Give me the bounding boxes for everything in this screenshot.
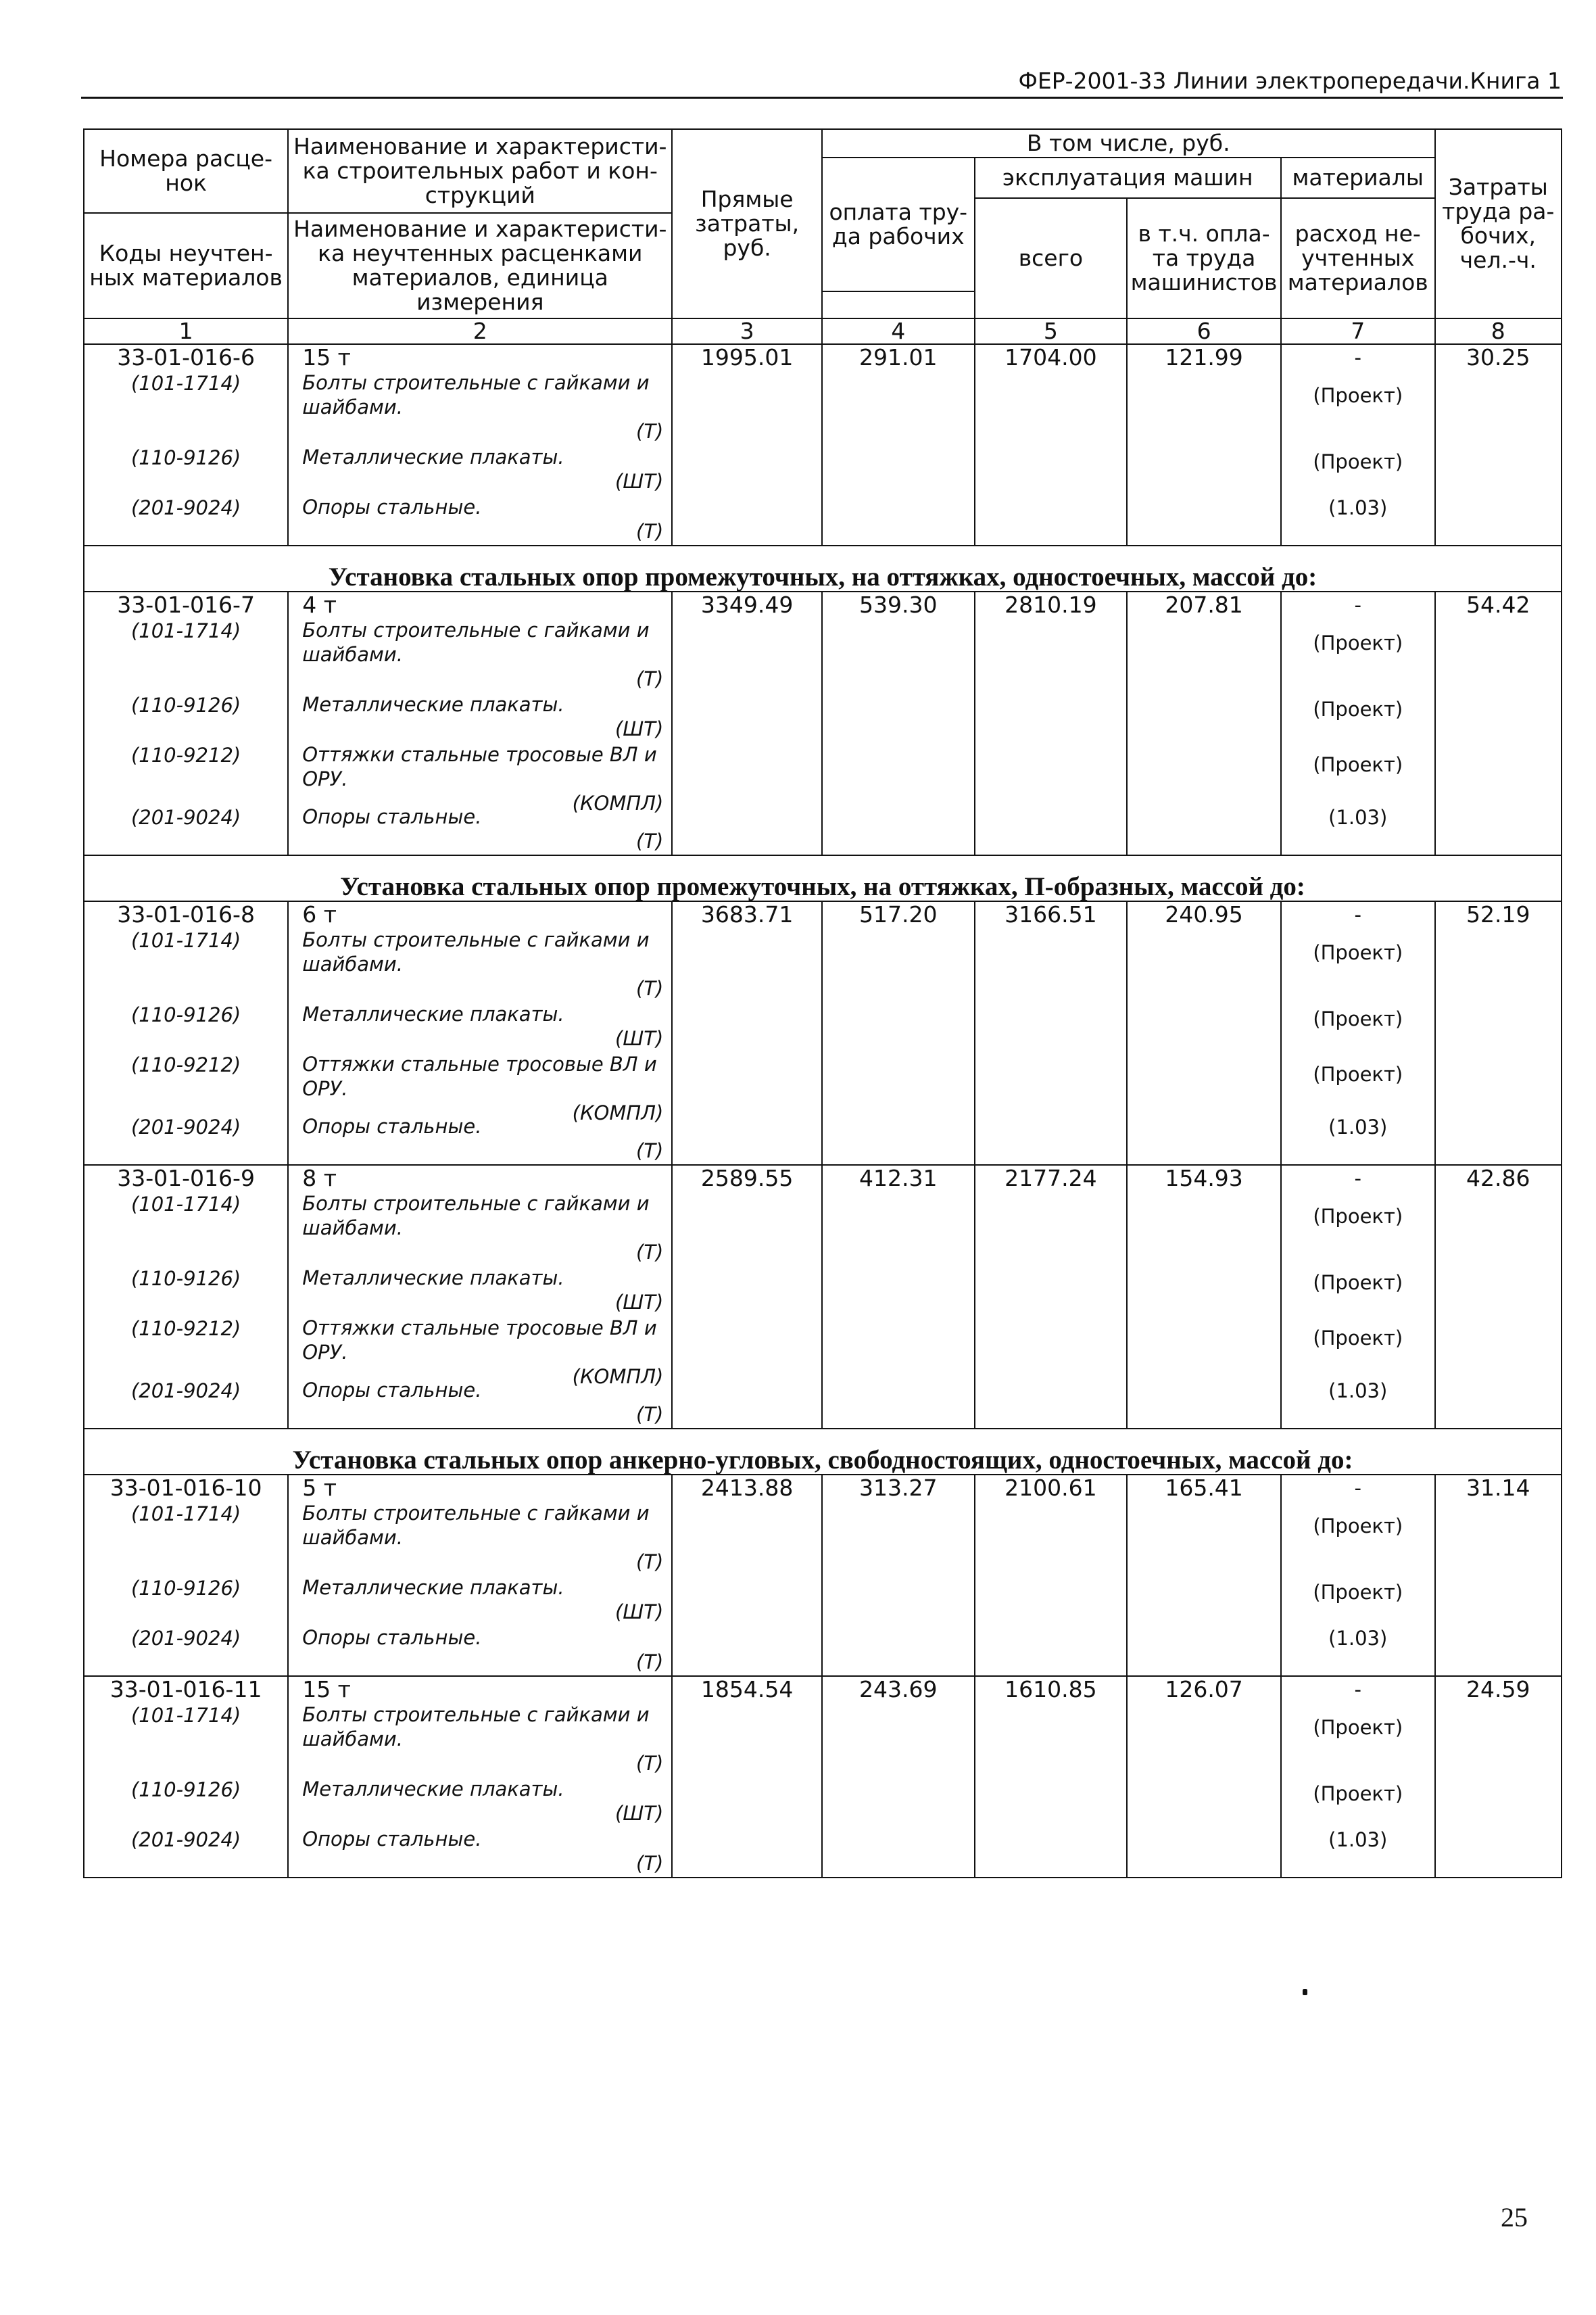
material-item [293, 371, 667, 445]
material-name: Болты строительные с гайками и шайбами. [302, 1192, 650, 1239]
material-code: (101-1714) [130, 619, 241, 642]
direct-cost: 1995.01 [672, 344, 822, 546]
section-title: Установка стальных опор анкерно-угловых, свободностоящих, одностоечных, массой до: [84, 1429, 1562, 1475]
material-name: Оттяжки стальные тросовые ВЛ и ОРУ. [302, 1053, 657, 1100]
labor-pay: 313.27 [822, 1475, 975, 1676]
table-row [84, 592, 1562, 855]
code-cell [84, 1475, 288, 1676]
head-col6: в т.ч. опла-та труда машинистов [1127, 198, 1281, 318]
material-item [293, 1702, 667, 1777]
material-item [293, 1266, 667, 1316]
material-item [293, 692, 667, 742]
material-item [293, 1316, 667, 1388]
material-consumption-value: (1.03) [1328, 1379, 1388, 1402]
head-col3: Прямые затраты, руб. [672, 129, 822, 318]
material-unit: (ШТ) [614, 717, 664, 740]
machine-labor: 154.93 [1127, 1165, 1281, 1429]
rate-code: 33-01-016-7 [117, 592, 255, 618]
material-unit: (ШТ) [614, 1600, 664, 1623]
material-unit: (Т) [636, 420, 664, 443]
material-name: Болты строительные с гайками и шайбами. [302, 371, 650, 419]
machine-labor: 207.81 [1127, 592, 1281, 855]
material-code: (110-9212) [130, 1053, 241, 1076]
description-cell [288, 1475, 672, 1676]
rate-name: 15 т [302, 344, 351, 371]
material-consumption [1286, 1777, 1430, 1827]
rate-name: 8 т [302, 1165, 337, 1191]
materials-cell [1281, 901, 1435, 1165]
material-consumption-value: (Проект) [1313, 450, 1403, 473]
col-number-8: 8 [1435, 318, 1562, 344]
labor-hours: 30.25 [1435, 344, 1562, 546]
material-consumption-value: (Проект) [1313, 1327, 1403, 1350]
table-row [84, 1676, 1562, 1878]
machine-labor: 240.95 [1127, 901, 1281, 1165]
rate-name: 5 т [302, 1475, 337, 1501]
head-col5: всего [975, 198, 1128, 318]
code-cell [84, 1165, 288, 1429]
material-consumption-value: (Проект) [1313, 1063, 1403, 1086]
material-consumption-value: (1.03) [1328, 496, 1388, 519]
material-item [293, 495, 667, 545]
material-consumption [1286, 805, 1430, 855]
material-name: Опоры стальные. [302, 805, 482, 828]
labor-hours: 24.59 [1435, 1676, 1562, 1878]
section-row [84, 855, 1562, 901]
material-item [293, 445, 667, 495]
labor-hours: 52.19 [1435, 901, 1562, 1165]
table-head [84, 129, 1562, 344]
direct-cost: 3683.71 [672, 901, 822, 1165]
materials-value: - [1354, 1167, 1361, 1190]
labor-hours: 42.86 [1435, 1165, 1562, 1429]
material-consumption-value: (Проект) [1313, 1007, 1403, 1030]
description-cell [288, 1676, 672, 1878]
material-item [293, 928, 667, 1002]
material-consumption [1286, 1625, 1430, 1675]
code-cell [84, 1676, 288, 1878]
head-col2-bottom: Наименование и характеристи-ка неучтенных расценками материалов, единица измерения [288, 213, 672, 318]
material-code: (201-9024) [130, 496, 241, 519]
material-consumption [1286, 1114, 1430, 1164]
description-cell [288, 592, 672, 855]
materials-cell [1281, 344, 1435, 546]
head-col4: оплата тру-да рабочих [822, 158, 975, 291]
head-incl: В том числе, руб. [822, 129, 1435, 158]
table-row [84, 1475, 1562, 1676]
material-name: Опоры стальные. [302, 1626, 482, 1649]
material-code: (110-9212) [130, 744, 241, 767]
material-unit: (КОМПЛ) [572, 1365, 664, 1388]
material-name: Металлические плакаты. [302, 446, 564, 469]
material-consumption-value: (1.03) [1328, 806, 1388, 829]
material-name: Металлические плакаты. [302, 1576, 564, 1599]
document-header: ФЕР-2001-33 Линии электропередачи.Книга 1 [1018, 68, 1562, 94]
col-number-6: 6 [1127, 318, 1281, 344]
material-item [293, 618, 667, 692]
rate-name: 4 т [302, 592, 337, 618]
material-name: Болты строительные с гайками и шайбами. [302, 619, 650, 666]
material-consumption [1286, 1702, 1430, 1777]
material-unit: (ШТ) [614, 1027, 664, 1050]
material-consumption-value: (Проект) [1313, 384, 1403, 407]
price-table [83, 128, 1562, 1878]
material-consumption [1286, 495, 1430, 545]
machine-total: 1704.00 [975, 344, 1128, 546]
material-unit: (ШТ) [614, 1291, 664, 1314]
material-consumption-value: (Проект) [1313, 698, 1403, 721]
rate-code: 33-01-016-10 [110, 1475, 262, 1501]
material-name: Опоры стальные. [302, 1379, 482, 1402]
material-code: (101-1714) [130, 929, 241, 952]
material-unit: (Т) [636, 1752, 664, 1775]
material-consumption [1286, 1191, 1430, 1266]
material-code: (101-1714) [130, 1193, 241, 1216]
material-name: Болты строительные с гайками и шайбами. [302, 928, 650, 976]
material-consumption [1286, 1501, 1430, 1575]
col-number-2: 2 [288, 318, 672, 344]
rate-code: 33-01-016-8 [117, 901, 255, 928]
material-item [293, 1191, 667, 1266]
material-name: Оттяжки стальные тросовые ВЛ и ОРУ. [302, 743, 657, 790]
material-name: Металлические плакаты. [302, 693, 564, 716]
materials-cell [1281, 1475, 1435, 1676]
material-name: Металлические плакаты. [302, 1003, 564, 1026]
material-name: Болты строительные с гайками и шайбами. [302, 1703, 650, 1750]
material-consumption [1286, 618, 1430, 692]
table-row [84, 1165, 1562, 1429]
material-consumption-value: (Проект) [1313, 1581, 1403, 1604]
material-code: (110-9126) [130, 1267, 241, 1290]
material-name: Оттяжки стальные тросовые ВЛ и ОРУ. [302, 1316, 657, 1364]
material-consumption [1286, 1827, 1430, 1877]
material-consumption-value: (Проект) [1313, 631, 1403, 654]
table-body [84, 344, 1562, 1878]
direct-cost: 1854.54 [672, 1676, 822, 1878]
material-consumption [1286, 692, 1430, 742]
material-code: (110-9126) [130, 1778, 241, 1801]
machine-total: 2177.24 [975, 1165, 1128, 1429]
material-item [293, 1052, 667, 1124]
materials-cell [1281, 592, 1435, 855]
machine-total: 2810.19 [975, 592, 1128, 855]
materials-value: - [1354, 903, 1361, 926]
head-col1-top: Номера расце-нок [84, 129, 288, 213]
col-number-3: 3 [672, 318, 822, 344]
material-consumption [1286, 1002, 1430, 1052]
material-unit: (Т) [636, 1241, 664, 1264]
rate-name: 6 т [302, 901, 337, 928]
machine-total: 2100.61 [975, 1475, 1128, 1676]
material-code: (110-9126) [130, 1003, 241, 1026]
labor-pay: 243.69 [822, 1676, 975, 1878]
direct-cost: 2413.88 [672, 1475, 822, 1676]
col-number-5: 5 [975, 318, 1128, 344]
material-consumption-value: (Проект) [1313, 1205, 1403, 1228]
material-unit: (КОМПЛ) [572, 1101, 664, 1124]
machine-total: 3166.51 [975, 901, 1128, 1165]
material-consumption [1286, 1316, 1430, 1378]
col-number-1: 1 [84, 318, 288, 344]
material-unit: (Т) [636, 830, 664, 853]
material-unit: (Т) [636, 1852, 664, 1875]
material-unit: (ШТ) [614, 470, 664, 493]
labor-hours: 31.14 [1435, 1475, 1562, 1676]
materials-value: - [1354, 1477, 1361, 1500]
material-code: (110-9212) [130, 1317, 241, 1340]
material-item [293, 1777, 667, 1827]
material-item [293, 1575, 667, 1625]
material-consumption [1286, 1266, 1430, 1316]
head-col8: Затраты труда ра-бочих, чел.-ч. [1435, 129, 1562, 318]
machine-labor: 165.41 [1127, 1475, 1281, 1676]
material-code: (201-9024) [130, 1627, 241, 1650]
material-code: (201-9024) [130, 1828, 241, 1851]
material-name: Болты строительные с гайками и шайбами. [302, 1502, 650, 1549]
header-rule [81, 97, 1563, 99]
materials-cell [1281, 1165, 1435, 1429]
description-cell [288, 344, 672, 546]
material-code: (101-1714) [130, 372, 241, 395]
material-consumption [1286, 1378, 1430, 1428]
material-consumption [1286, 928, 1430, 1002]
section-title: Установка стальных опор промежуточных, на оттяжках, одностоечных, массой до: [84, 546, 1562, 592]
labor-pay: 291.01 [822, 344, 975, 546]
code-cell [84, 344, 288, 546]
material-name: Опоры стальные. [302, 1115, 482, 1138]
material-consumption-value: (Проект) [1313, 1271, 1403, 1294]
material-code: (201-9024) [130, 1116, 241, 1139]
material-code: (201-9024) [130, 1379, 241, 1402]
materials-value: - [1354, 594, 1361, 617]
material-consumption [1286, 371, 1430, 445]
material-unit: (Т) [636, 1403, 664, 1426]
material-item [293, 1501, 667, 1575]
material-name: Опоры стальные. [302, 496, 482, 519]
material-unit: (Т) [636, 520, 664, 543]
material-code: (201-9024) [130, 806, 241, 829]
material-item [293, 1625, 667, 1675]
material-consumption [1286, 1052, 1430, 1114]
material-code: (110-9126) [130, 1577, 241, 1600]
rate-name: 15 т [302, 1676, 351, 1702]
page-number: 25 [1501, 2202, 1528, 2233]
head-col7: расход не-учтенных материалов [1281, 198, 1435, 318]
material-unit: (ШТ) [614, 1802, 664, 1825]
table-row [84, 901, 1562, 1165]
material-unit: (Т) [636, 1139, 664, 1162]
head-machines: эксплуатация машин [975, 158, 1281, 198]
col-number-7: 7 [1281, 318, 1435, 344]
material-item [293, 1827, 667, 1877]
material-item [293, 742, 667, 815]
scan-dot [1303, 1989, 1307, 1995]
labor-hours: 54.42 [1435, 592, 1562, 855]
labor-pay: 539.30 [822, 592, 975, 855]
material-code: (101-1714) [130, 1704, 241, 1727]
machine-labor: 126.07 [1127, 1676, 1281, 1878]
description-cell [288, 1165, 672, 1429]
direct-cost: 3349.49 [672, 592, 822, 855]
material-consumption-value: (1.03) [1328, 1828, 1388, 1851]
rate-code: 33-01-016-6 [117, 344, 255, 371]
materials-value: - [1354, 1678, 1361, 1701]
head-col1-bottom: Коды неучтен-ных материалов [84, 213, 288, 318]
material-consumption [1286, 445, 1430, 495]
direct-cost: 2589.55 [672, 1165, 822, 1429]
material-consumption-value: (Проект) [1313, 941, 1403, 964]
rate-code: 33-01-016-11 [110, 1676, 262, 1702]
material-consumption [1286, 742, 1430, 805]
col-number-4: 4 [822, 318, 975, 344]
machine-total: 1610.85 [975, 1676, 1128, 1878]
head-col2-top: Наименование и характеристи-ка строительных работ и кон-струкций [288, 129, 672, 213]
description-cell [288, 901, 672, 1165]
material-item [293, 1002, 667, 1052]
machine-labor: 121.99 [1127, 344, 1281, 546]
material-consumption-value: (1.03) [1328, 1116, 1388, 1139]
material-consumption-value: (Проект) [1313, 753, 1403, 776]
section-row [84, 546, 1562, 592]
material-consumption-value: (1.03) [1328, 1627, 1388, 1650]
materials-value: - [1354, 346, 1361, 369]
material-unit: (Т) [636, 1650, 664, 1673]
material-consumption-value: (Проект) [1313, 1782, 1403, 1805]
labor-pay: 517.20 [822, 901, 975, 1165]
material-unit: (Т) [636, 977, 664, 1000]
material-consumption-value: (Проект) [1313, 1716, 1403, 1739]
material-name: Опоры стальные. [302, 1828, 482, 1851]
material-consumption-value: (Проект) [1313, 1514, 1403, 1537]
material-unit: (Т) [636, 1550, 664, 1573]
labor-pay: 412.31 [822, 1165, 975, 1429]
material-code: (101-1714) [130, 1502, 241, 1525]
material-unit: (Т) [636, 667, 664, 690]
material-consumption [1286, 1575, 1430, 1625]
head-materials: материалы [1281, 158, 1435, 198]
code-cell [84, 592, 288, 855]
material-code: (110-9126) [130, 446, 241, 469]
section-row [84, 1429, 1562, 1475]
material-name: Металлические плакаты. [302, 1266, 564, 1289]
table-row [84, 344, 1562, 546]
material-code: (110-9126) [130, 694, 241, 717]
code-cell [84, 901, 288, 1165]
material-name: Металлические плакаты. [302, 1777, 564, 1800]
rate-code: 33-01-016-9 [117, 1165, 255, 1191]
section-title: Установка стальных опор промежуточных, на оттяжках, П-образных, массой до: [84, 855, 1562, 901]
materials-cell [1281, 1676, 1435, 1878]
material-unit: (КОМПЛ) [572, 792, 664, 815]
